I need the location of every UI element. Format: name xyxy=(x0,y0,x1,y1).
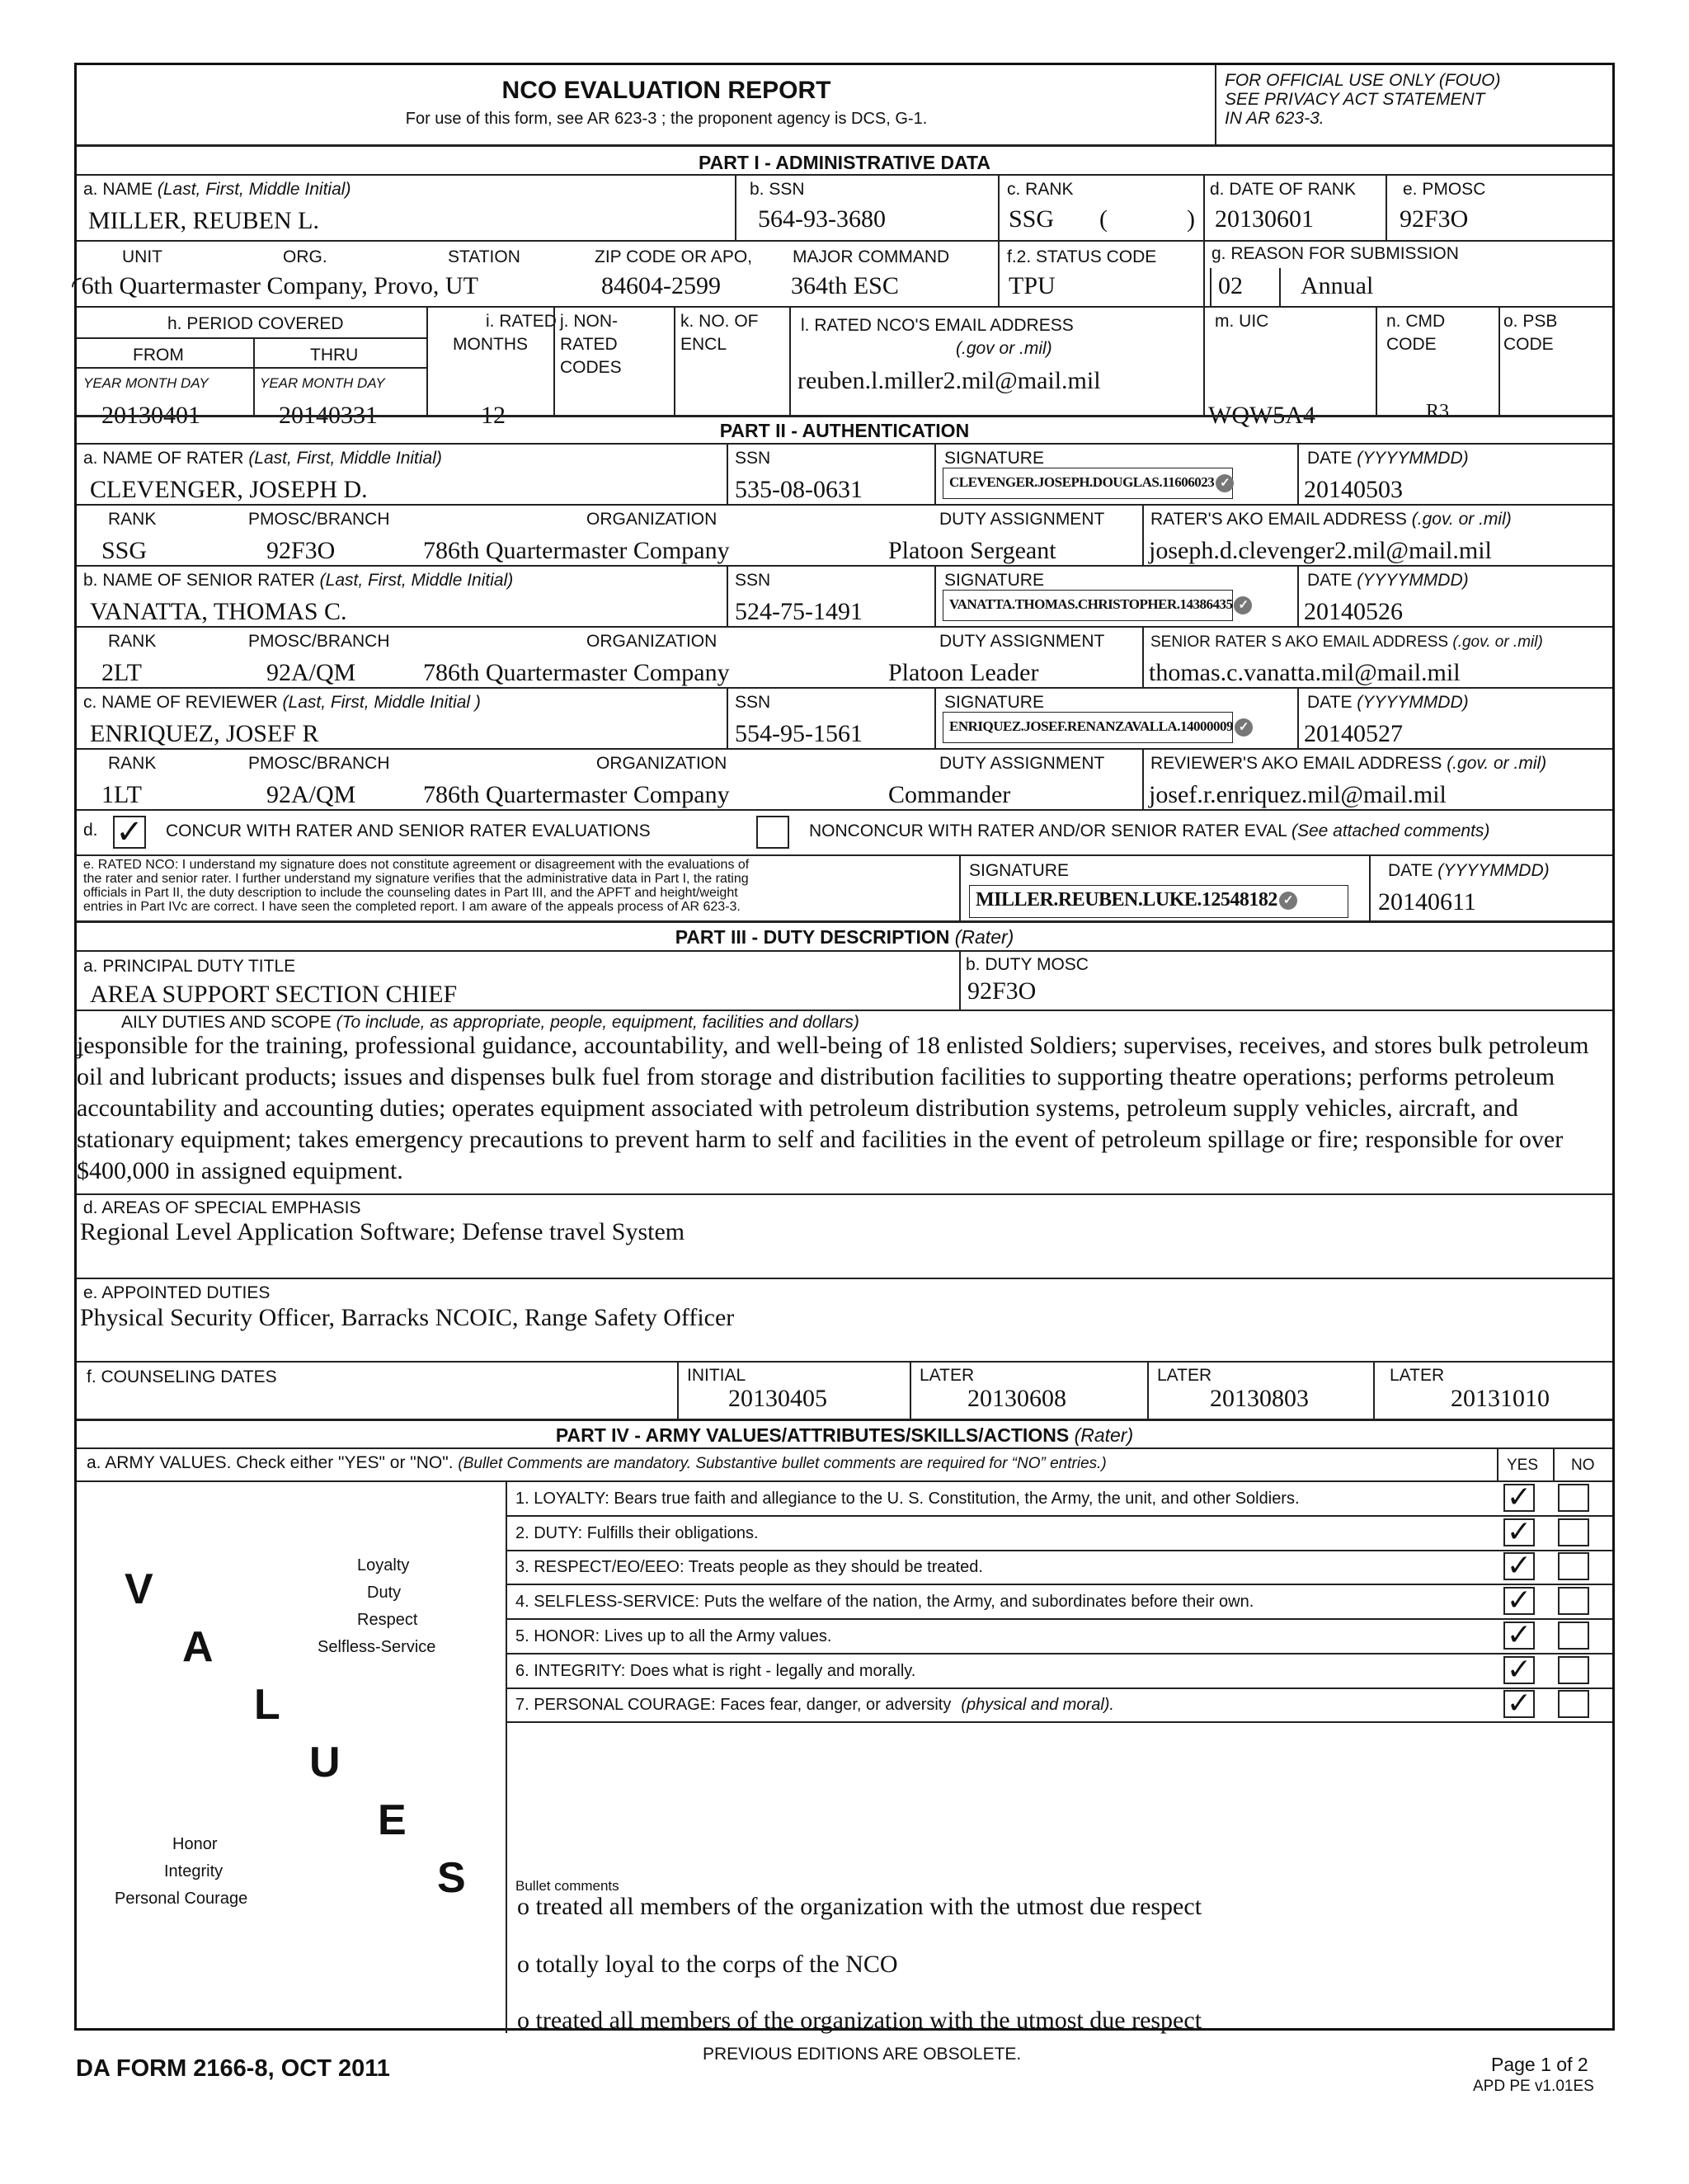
values-letter-l: L xyxy=(254,1681,280,1729)
reviewer-email[interactable]: josef.r.enriquez.mil@mail.mil xyxy=(1149,781,1447,808)
concur-d-label: d. xyxy=(83,821,98,840)
principal-duty-label: a. PRINCIPAL DUTY TITLE xyxy=(83,957,296,976)
reviewer-date-label: DATE (YYYYMMDD) xyxy=(1307,693,1469,712)
nco-statement-2: the rater and senior rater. I further understand my signature verifies that the administrative data in Part I, the rating xyxy=(83,872,749,886)
senior-email-label: SENIOR RATER S AKO EMAIL ADDRESS (.gov. or .mil) xyxy=(1150,633,1543,651)
value-no-checkbox[interactable] xyxy=(1558,1587,1589,1615)
reason-code[interactable]: 02 xyxy=(1218,272,1243,299)
senior-duty-label: DUTY ASSIGNMENT xyxy=(939,632,1105,651)
senior-signature-label: SIGNATURE xyxy=(944,571,1044,590)
value-yes-checkbox[interactable]: ✓ xyxy=(1503,1484,1535,1512)
values-letter-s: S xyxy=(437,1854,466,1902)
part-1-title: PART I - ADMINISTRATIVE DATA xyxy=(699,152,990,173)
thru-label: THRU xyxy=(310,346,359,365)
senior-rank[interactable]: 2LT xyxy=(101,659,142,686)
zip-code[interactable]: 84604-2599 xyxy=(601,272,721,299)
concur-label: CONCUR WITH RATER AND SENIOR RATER EVALUATIONS xyxy=(166,821,651,840)
reviewer-name[interactable]: ENRIQUEZ, JOSEF R xyxy=(90,720,319,747)
nco-date-label: DATE (YYYYMMDD) xyxy=(1388,861,1550,880)
from-ymd-label: YEAR MONTH DAY xyxy=(83,375,209,391)
senior-duty[interactable]: Platoon Leader xyxy=(888,659,1039,686)
period-thru[interactable]: 20140331 xyxy=(279,402,378,429)
rated-ssn[interactable]: 564-93-3680 xyxy=(758,205,886,233)
appointed-duties[interactable]: Physical Security Officer, Barracks NCOIC, Range Safety Officer xyxy=(80,1304,735,1331)
nco-signature-label: SIGNATURE xyxy=(969,861,1069,880)
rater-duty-label: DUTY ASSIGNMENT xyxy=(939,510,1105,529)
rater-name-label: a. NAME OF RATER (Last, First, Middle Initial) xyxy=(83,449,442,468)
thru-ymd-label: YEAR MONTH DAY xyxy=(260,375,385,391)
rated-email-label: l. RATED NCO'S EMAIL ADDRESS xyxy=(801,316,1074,335)
value-row-label: 2. DUTY: Fulfills their obligations. xyxy=(515,1524,759,1542)
value-yes-checkbox[interactable]: ✓ xyxy=(1503,1518,1535,1546)
rater-name[interactable]: CLEVENGER, JOSEPH D. xyxy=(90,476,368,503)
rated-months[interactable]: 12 xyxy=(481,402,506,429)
reason-label: g. REASON FOR SUBMISSION xyxy=(1211,244,1459,263)
bullet-comment-3[interactable]: o treated all members of the organization with the utmost due respect xyxy=(517,2007,1202,2034)
value-yes-checkbox[interactable]: ✓ xyxy=(1503,1656,1535,1684)
date-of-rank[interactable]: 20130601 xyxy=(1215,205,1314,233)
value-yes-checkbox[interactable]: ✓ xyxy=(1503,1552,1535,1580)
rater-email-label: RATER'S AKO EMAIL ADDRESS (.gov. or .mil) xyxy=(1150,510,1512,529)
pmosc-label: e. PMOSC xyxy=(1403,180,1486,199)
value-row xyxy=(506,1480,1612,1515)
rank-paren-close: ) xyxy=(1187,205,1195,233)
later-2-label: LATER xyxy=(1157,1366,1212,1385)
version: APD PE v1.01ES xyxy=(1473,2078,1594,2095)
value-no-checkbox[interactable] xyxy=(1558,1484,1589,1512)
rater-signature[interactable]: CLEVENGER.JOSEPH.DOUGLAS.11606023 ✓ xyxy=(949,474,1234,492)
rater-rank-label: RANK xyxy=(108,510,157,529)
unit-org-station[interactable]: ◜6th Quartermaster Company, Provo, UT xyxy=(72,272,478,299)
senior-pmosc-label: PMOSC/BRANCH xyxy=(248,632,390,651)
counseling-later-1[interactable]: 20130608 xyxy=(967,1385,1066,1412)
part-3-title: PART III - DUTY DESCRIPTION (Rater) xyxy=(675,926,1014,948)
rater-ssn[interactable]: 535-08-0631 xyxy=(735,476,863,503)
yes-label: YES xyxy=(1507,1457,1539,1474)
bullet-comment-1[interactable]: o treated all members of the organization with the utmost due respect xyxy=(517,1893,1202,1920)
nco-statement-1: e. RATED NCO: I understand my signature does not constitute agreement or disagreement with the evaluations of xyxy=(83,858,750,872)
bullet-comments-label: Bullet comments xyxy=(515,1878,619,1894)
reviewer-org[interactable]: 786th Quartermaster Company xyxy=(423,781,730,808)
rated-months-label-1: i. RATED xyxy=(486,312,557,331)
senior-org-label: ORGANIZATION xyxy=(586,632,717,651)
value-row-label: 3. RESPECT/EO/EEO: Treats people as they should be treated. xyxy=(515,1558,983,1576)
reviewer-pmosc[interactable]: 92A/QM xyxy=(266,781,356,808)
value-side-loyalty: Loyalty xyxy=(357,1556,410,1574)
counseling-later-3[interactable]: 20131010 xyxy=(1451,1385,1550,1412)
rank-label: c. RANK xyxy=(1007,180,1074,199)
encl-label-1: k. NO. OF xyxy=(680,312,759,331)
rater-date-label: DATE (YYYYMMDD) xyxy=(1307,449,1469,468)
values-letter-v: V xyxy=(125,1565,153,1613)
value-no-checkbox[interactable] xyxy=(1558,1690,1589,1718)
uic[interactable]: WQW5A4 xyxy=(1208,402,1315,429)
value-row-label: 7. PERSONAL COURAGE: Faces fear, danger, or adversity (physical and moral). xyxy=(515,1696,1114,1714)
nco-evaluation-form xyxy=(72,63,1615,2034)
from-label: FROM xyxy=(133,346,184,365)
reviewer-rank-label: RANK xyxy=(108,754,157,773)
value-row-label: 4. SELFLESS-SERVICE: Puts the welfare of the nation, the Army, and subordinates before their own. xyxy=(515,1593,1254,1611)
counseling-initial[interactable]: 20130405 xyxy=(728,1385,827,1412)
part-4-title: PART IV - ARMY VALUES/ATTRIBUTES/SKILLS/ACTIONS (Rater) xyxy=(555,1424,1134,1446)
senior-date[interactable]: 20140526 xyxy=(1304,598,1403,625)
value-row-label: 1. LOYALTY: Bears true faith and allegiance to the U. S. Constitution, the Army, the unit, and other Soldiers. xyxy=(515,1490,1300,1508)
ssn-label: b. SSN xyxy=(750,180,805,199)
page-number: Page 1 of 2 xyxy=(1491,2054,1588,2075)
special-emphasis[interactable]: Regional Level Application Software; Defense travel System xyxy=(80,1218,685,1245)
duty-mosc-label: b. DUTY MOSC xyxy=(966,955,1089,974)
value-row xyxy=(506,1515,1612,1550)
senior-org[interactable]: 786th Quartermaster Company xyxy=(423,659,730,686)
senior-date-label: DATE (YYYYMMDD) xyxy=(1307,571,1469,590)
value-row xyxy=(506,1653,1612,1687)
psb-label-2: CODE xyxy=(1503,335,1554,354)
value-side-honor: Honor xyxy=(172,1835,218,1853)
rater-org[interactable]: 786th Quartermaster Company xyxy=(423,537,730,564)
rater-org-label: ORGANIZATION xyxy=(586,510,717,529)
value-row-label: 6. INTEGRITY: Does what is right - legally and morally. xyxy=(515,1662,916,1680)
station-label: STATION xyxy=(448,247,520,266)
values-letter-u: U xyxy=(309,1739,341,1786)
name-label: a. NAME (Last, First, Middle Initial) xyxy=(83,180,351,199)
rater-ssn-label: SSN xyxy=(735,449,771,468)
concur-checkbox[interactable]: ✓ xyxy=(113,816,146,849)
nonrated-label-1: j. NON- xyxy=(560,312,618,331)
rank-paren-open: ( xyxy=(1099,205,1108,233)
value-side-courage: Personal Courage xyxy=(115,1890,248,1908)
rated-pmosc[interactable]: 92F3O xyxy=(1400,205,1469,233)
rater-rank[interactable]: SSG xyxy=(101,537,148,564)
rater-pmosc[interactable]: 92F3O xyxy=(266,537,336,564)
rated-name[interactable]: MILLER, REUBEN L. xyxy=(88,207,319,234)
nonrated-label-3: CODES xyxy=(560,358,622,377)
rated-rank[interactable]: SSG xyxy=(1009,205,1055,233)
status-code-label: f.2. STATUS CODE xyxy=(1007,247,1157,266)
check-badge-icon: ✓ xyxy=(1279,892,1297,910)
reviewer-ssn[interactable]: 554-95-1561 xyxy=(735,720,863,747)
value-row xyxy=(506,1687,1612,1721)
reviewer-pmosc-label: PMOSC/BRANCH xyxy=(248,754,390,773)
obsolete-note: PREVIOUS EDITIONS ARE OBSOLETE. xyxy=(703,2045,1022,2064)
reviewer-date[interactable]: 20140527 xyxy=(1304,720,1403,747)
senior-name[interactable]: VANATTA, THOMAS C. xyxy=(90,598,347,625)
reviewer-signature[interactable]: ENRIQUEZ.JOSEF.RENANZAVALLA.14000009 ✓ xyxy=(949,718,1253,737)
later-1-label: LATER xyxy=(920,1366,975,1385)
army-values-label: a. ARMY VALUES. Check either "YES" or "NO". (Bullet Comments are mandatory. Substantive bullet comments are required for “NO” entries.) xyxy=(87,1453,1107,1472)
nco-signature[interactable]: MILLER.REUBEN.LUKE.12548182 ✓ xyxy=(976,889,1297,911)
major-command[interactable]: 364th ESC xyxy=(791,272,899,299)
value-row xyxy=(506,1549,1612,1584)
rated-months-label-2: MONTHS xyxy=(453,335,528,354)
no-label: NO xyxy=(1571,1457,1595,1474)
value-no-checkbox[interactable] xyxy=(1558,1622,1589,1650)
rated-email[interactable]: reuben.l.miller2.mil@mail.mil xyxy=(797,367,1101,394)
counseling-later-2[interactable]: 20130803 xyxy=(1210,1385,1309,1412)
value-side-integrity: Integrity xyxy=(164,1862,223,1880)
fouo-line-3: IN AR 623-3. xyxy=(1225,109,1324,128)
period-from[interactable]: 20130401 xyxy=(101,402,200,429)
rater-date[interactable]: 20140503 xyxy=(1304,476,1403,503)
cmd-label-1: n. CMD xyxy=(1386,312,1446,331)
special-emphasis-label: d. AREAS OF SPECIAL EMPHASIS xyxy=(83,1198,361,1217)
appointed-duties-label: e. APPOINTED DUTIES xyxy=(83,1283,271,1302)
initial-label: INITIAL xyxy=(687,1366,746,1385)
value-row xyxy=(506,1584,1612,1618)
zip-label: ZIP CODE OR APO, xyxy=(595,247,752,266)
nco-statement-4: entries in Part IVc are correct. I have seen the completed report. I am aware of the appeals process of AR 623-3. xyxy=(83,900,741,914)
value-side-respect: Respect xyxy=(357,1611,418,1629)
psb-label-1: o. PSB xyxy=(1503,312,1558,331)
date-of-rank-label: d. DATE OF RANK xyxy=(1210,180,1356,199)
rater-signature-label: SIGNATURE xyxy=(944,449,1044,468)
senior-name-label: b. NAME OF SENIOR RATER (Last, First, Middle Initial) xyxy=(83,571,514,590)
reviewer-org-label: ORGANIZATION xyxy=(596,754,727,773)
nco-date[interactable]: 20140611 xyxy=(1378,888,1476,915)
value-row-label: 5. HONOR: Lives up to all the Army values. xyxy=(515,1627,832,1645)
encl-label-2: ENCL xyxy=(680,335,727,354)
unit-label: UNIT xyxy=(122,247,162,266)
value-no-checkbox[interactable] xyxy=(1558,1518,1589,1546)
reviewer-ssn-label: SSN xyxy=(735,693,771,712)
part-2-title: PART II - AUTHENTICATION xyxy=(719,420,970,441)
check-badge-icon: ✓ xyxy=(1234,596,1252,614)
rater-pmosc-label: PMOSC/BRANCH xyxy=(248,510,390,529)
form-subtitle: For use of this form, see AR 623-3 ; the proponent agency is DCS, G-1. xyxy=(405,110,928,128)
values-letter-a: A xyxy=(182,1623,214,1671)
reason-text[interactable]: Annual xyxy=(1301,272,1374,299)
reviewer-duty-label: DUTY ASSIGNMENT xyxy=(939,754,1105,773)
value-side-selfless: Selfless-Service xyxy=(318,1638,436,1656)
values-letter-e: E xyxy=(378,1796,407,1844)
nonconcur-label: NONCONCUR WITH RATER AND/OR SENIOR RATER EVAL (See attached comments) xyxy=(809,821,1490,840)
form-title: NCO EVALUATION REPORT xyxy=(501,77,831,104)
major-command-label: MAJOR COMMAND xyxy=(793,247,950,266)
nonconcur-checkbox[interactable] xyxy=(756,816,789,849)
reviewer-name-label: c. NAME OF REVIEWER (Last, First, Middle Initial ) xyxy=(83,693,481,712)
value-yes-checkbox[interactable]: ✓ xyxy=(1503,1690,1535,1718)
senior-ssn-label: SSN xyxy=(735,571,771,590)
reviewer-duty[interactable]: Commander xyxy=(888,781,1011,808)
status-code[interactable]: TPU xyxy=(1009,272,1056,299)
check-badge-icon: ✓ xyxy=(1235,718,1253,737)
period-covered-label: h. PERIOD COVERED xyxy=(167,314,344,333)
reviewer-rank[interactable]: 1LT xyxy=(101,781,142,808)
nonrated-label-2: RATED xyxy=(560,335,618,354)
bullet-comment-2[interactable]: o totally loyal to the corps of the NCO xyxy=(517,1951,898,1978)
value-side-duty: Duty xyxy=(367,1584,402,1602)
daily-duties-text[interactable]: ʝesponsible for the training, professional guidance, accountability, and well-being of 18 enlisted Soldiers; supervises, receives, and stores bulk petroleum oil and lubricant products; issues and dispenses bulk fuel from storage and distribution facilities to supporting theatre operations; performs petroleum accountability and accounting duties; operates equipment associated with petroleum distribution systems, petroleum supply vehicles, aircraft, and stationary equipment; takes emergency precautions to prevent harm to self and facilities in the event of petroleum spillage or fire; responsible for over $400,000 in assigned equipment. xyxy=(77,1032,1589,1184)
fouo-line-2: SEE PRIVACY ACT STATEMENT xyxy=(1225,90,1485,109)
value-row xyxy=(506,1618,1612,1653)
counseling-label: f. COUNSELING DATES xyxy=(87,1367,277,1386)
value-no-checkbox[interactable] xyxy=(1558,1656,1589,1684)
check-badge-icon: ✓ xyxy=(1216,474,1234,492)
fouo-line-1: FOR OFFICIAL USE ONLY (FOUO) xyxy=(1225,71,1501,90)
uic-label: m. UIC xyxy=(1215,312,1269,331)
later-3-label: LATER xyxy=(1390,1366,1445,1385)
senior-pmosc[interactable]: 92A/QM xyxy=(266,659,356,686)
daily-duties-label: AILY DUTIES AND SCOPE (To include, as appropriate, people, equipment, facilities and dollars) xyxy=(121,1013,859,1032)
cmd-code[interactable]: R3 xyxy=(1426,401,1450,422)
senior-email[interactable]: thomas.c.vanatta.mil@mail.mil xyxy=(1149,659,1461,686)
value-no-checkbox[interactable] xyxy=(1558,1552,1589,1580)
reviewer-signature-label: SIGNATURE xyxy=(944,693,1044,712)
org-label: ORG. xyxy=(283,247,327,266)
cmd-label-2: CODE xyxy=(1386,335,1437,354)
senior-rank-label: RANK xyxy=(108,632,157,651)
senior-ssn[interactable]: 524-75-1491 xyxy=(735,598,863,625)
form-id: DA FORM 2166-8, OCT 2011 xyxy=(76,2055,390,2082)
rater-email[interactable]: joseph.d.clevenger2.mil@mail.mil xyxy=(1149,537,1492,564)
nco-statement-3: officials in Part II, the duty description to include the counseling dates in Part III, and the APFT and height/weight xyxy=(83,886,738,900)
rater-duty[interactable]: Platoon Sergeant xyxy=(888,537,1056,564)
reviewer-email-label: REVIEWER'S AKO EMAIL ADDRESS (.gov. or .mil) xyxy=(1150,754,1547,773)
value-yes-checkbox[interactable]: ✓ xyxy=(1503,1587,1535,1615)
duty-mosc[interactable]: 92F3O xyxy=(967,977,1037,1005)
value-yes-checkbox[interactable]: ✓ xyxy=(1503,1622,1535,1650)
principal-duty[interactable]: AREA SUPPORT SECTION CHIEF xyxy=(90,981,458,1008)
rated-email-hint: (.gov or .mil) xyxy=(956,339,1052,358)
senior-signature[interactable]: VANATTA.THOMAS.CHRISTOPHER.14386435 ✓ xyxy=(949,596,1252,614)
